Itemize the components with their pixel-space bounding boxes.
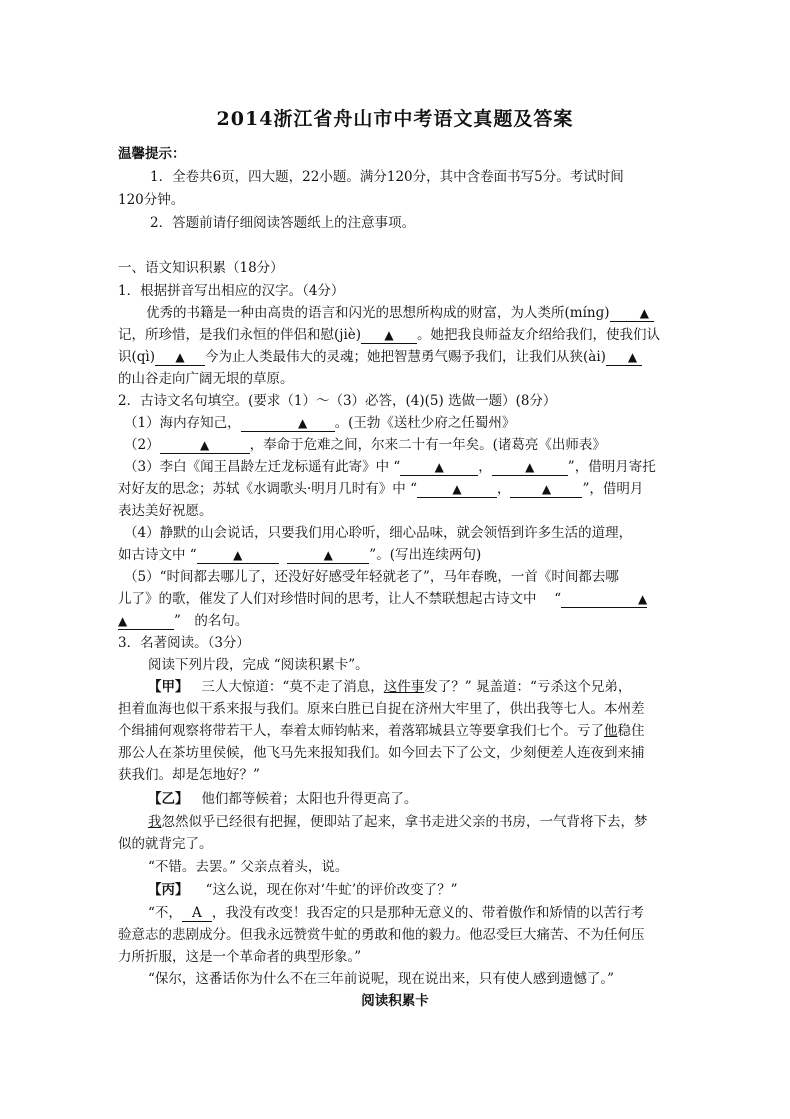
answer-blank[interactable] (492, 460, 568, 476)
q2-item-5: （5）“时间都去哪儿了，还没好好感受年轻就老了”，马年春晚，一首《时间都去哪 (124, 569, 619, 585)
q2-item-4-cont: 如古诗文中 “ ▲ ▲ ”。(写出连续两句) (118, 547, 482, 563)
answer-blank[interactable] (417, 482, 497, 498)
passage-bing-line-1: 【丙】 “这么说，现在你对‘牛虻’的评价改变了？” (148, 882, 458, 898)
q2-item-5-cont: 儿了》的歌，催发了人们对珍惜时间的思考，让人不禁联想起古诗文中 “ ▲ (118, 591, 648, 607)
q3-intro: 阅读下列片段，完成 “阅读积累卡”。 (148, 657, 369, 673)
passage-jia-line-3: 个缉捕何观察将带若干人，奉着太师钧帖来，着落郓城县立等要拿我们七个。亏了他稳住 (118, 723, 645, 739)
answer-blank[interactable] (610, 306, 654, 322)
triangle-marker-icon: ▲ (118, 614, 128, 628)
tip-1-cont: 120分钟。 (118, 192, 185, 208)
q1-line-3: 识(qì) ▲ 今为止人类最伟大的灵魂；她把智慧勇气赐予我们，让我们从狭(ài) ▲ (118, 348, 642, 366)
q1-line-2: 记，所珍惜，是我们永恒的伴侣和慰(jiè) ▲ 。她把我良师益友介绍给我们，使我们认 (118, 327, 661, 343)
triangle-marker-icon: ▲ (199, 438, 210, 452)
passage-bing-line-4: 力所折服，这是一个革命者的典型形象。” (118, 949, 362, 965)
answer-blank[interactable] (160, 438, 250, 454)
triangle-marker-icon: ▲ (639, 306, 649, 320)
page-title: 2014浙江省舟山市中考语文真题及答案 (216, 108, 574, 130)
tip-2: 2．答题前请仔细阅读答题纸上的注意事项。 (150, 215, 416, 231)
triangle-marker-icon: ▲ (175, 350, 185, 364)
q2-item-5-end: ▲ ” 的名句。 (118, 613, 249, 629)
section-1-heading: 一、语文知识积累（18分） (118, 260, 284, 276)
triangle-marker-icon: ▲ (233, 548, 243, 562)
tip-heading: 温馨提示： (118, 146, 186, 162)
triangle-marker-icon: ▲ (627, 350, 638, 364)
answer-blank[interactable] (361, 328, 417, 344)
q2-item-2: （2） ▲ ，奉命于危难之间，尔来二十有一年矣。(诸葛亮《出师表》 (124, 437, 606, 453)
answer-blank-a[interactable]: A (182, 906, 212, 922)
answer-blank[interactable] (400, 460, 478, 476)
passage-bing-line-3: 验意志的悲剧成分。但我永远赞赏牛虻的勇敢和他的毅力。他忍受巨大痛苦、不为任何压 (118, 927, 645, 943)
answer-blank[interactable] (155, 350, 205, 366)
answer-blank[interactable] (197, 548, 279, 564)
passage-yi-label: 【乙】 (148, 791, 189, 807)
passage-yi-line-4: “不错。去罢。” 父亲点着头，说。 (148, 859, 349, 875)
answer-blank[interactable] (606, 350, 642, 366)
answer-blank[interactable] (287, 548, 369, 564)
answer-blank[interactable] (118, 614, 174, 630)
answer-blank[interactable] (510, 482, 582, 498)
triangle-marker-icon: ▲ (637, 592, 648, 606)
q2-item-3-end: 表达美好祝愿。 (118, 503, 213, 519)
passage-bing-line-2: “不， A ，我没有改变！我否定的只是那种无意义的、带着傲作和矫情的以苦行考 (148, 905, 644, 921)
triangle-marker-icon: ▲ (298, 416, 308, 430)
reading-card-title: 阅读积累卡 (361, 993, 429, 1009)
q2-item-1: （1）海内存知己， ▲ 。(王勃《送杜少府之任蜀州》 (124, 415, 516, 431)
passage-jia-line-1: 【甲】 三人大惊道：“莫不走了消息，这件事发了？” 晁盖道：“亏杀这个兄弟， (148, 679, 632, 695)
passage-jia-line-2: 担着血海也似干系来报与我们。原来白胜已自捉在济州大牢里了，供出我等七人。本州差 (118, 701, 645, 717)
triangle-marker-icon: ▲ (323, 548, 333, 562)
triangle-marker-icon: ▲ (452, 482, 462, 496)
passage-yi-line-1: 【乙】 他们都等候着；太阳也升得更高了。 (148, 791, 418, 807)
passage-yi-line-2: 我忽然似乎已经很有把握，便即站了起来，拿书走进父亲的书房，一气背将下去，梦 (148, 814, 648, 830)
q2-item-3: （3）李白《闻王昌龄左迁龙标遥有此寄》中 “ ▲ ， ▲ ”，借明月寄托 (124, 459, 656, 475)
passage-jia-line-5: 获我们。却是怎地好？” (118, 767, 260, 783)
tip-1: 1．全卷共6页，四大题，22小题。满分120分，其中含卷面书写5分。考试时间 (150, 169, 624, 185)
q3-heading: 3．名著阅读。（3分） (118, 635, 250, 651)
q2-item-4: （4）静默的山会说话，只要我们用心聆听，细心品味，就会领悟到许多生活的道理， (124, 525, 633, 541)
q1-heading: 1．根据拼音写出相应的汉字。（4分） (118, 283, 345, 299)
passage-yi-line-3: 似的就背完了。 (118, 836, 213, 852)
q2-heading: 2．古诗文名句填空。(要求（1）～（3）必答，(4)(5) 选做一题）(8分） (118, 393, 557, 409)
q1-line-1: 优秀的书籍是一种由高贵的语言和闪光的思想所构成的财富，为人类所(mínɡ) ▲ (146, 304, 654, 322)
passage-bing-line-5: “保尔，这番话你为什么不在三年前说呢，现在说出来，只有使人感到遗憾了。” (148, 971, 615, 987)
q2-item-3-cont: 对好友的思念；苏轼《水调歌头·明月几时有》中 “ ▲ ， ▲ ”，借明月 (118, 481, 644, 497)
triangle-marker-icon: ▲ (541, 482, 552, 496)
passage-jia-label: 【甲】 (148, 679, 189, 695)
passage-jia-line-4: 那公人在茶坊里侯候，他飞马先来报知我们。如今回去下了公文，少刻便差人连夜到来捕 (118, 745, 645, 761)
answer-blank[interactable] (561, 592, 647, 608)
triangle-marker-icon: ▲ (384, 328, 394, 342)
passage-bing-label: 【丙】 (148, 882, 189, 898)
triangle-marker-icon: ▲ (434, 460, 444, 474)
q1-line-4: 的山谷走向广阔无垠的草原。 (118, 371, 294, 387)
answer-blank[interactable] (241, 416, 335, 432)
triangle-marker-icon: ▲ (525, 460, 535, 474)
